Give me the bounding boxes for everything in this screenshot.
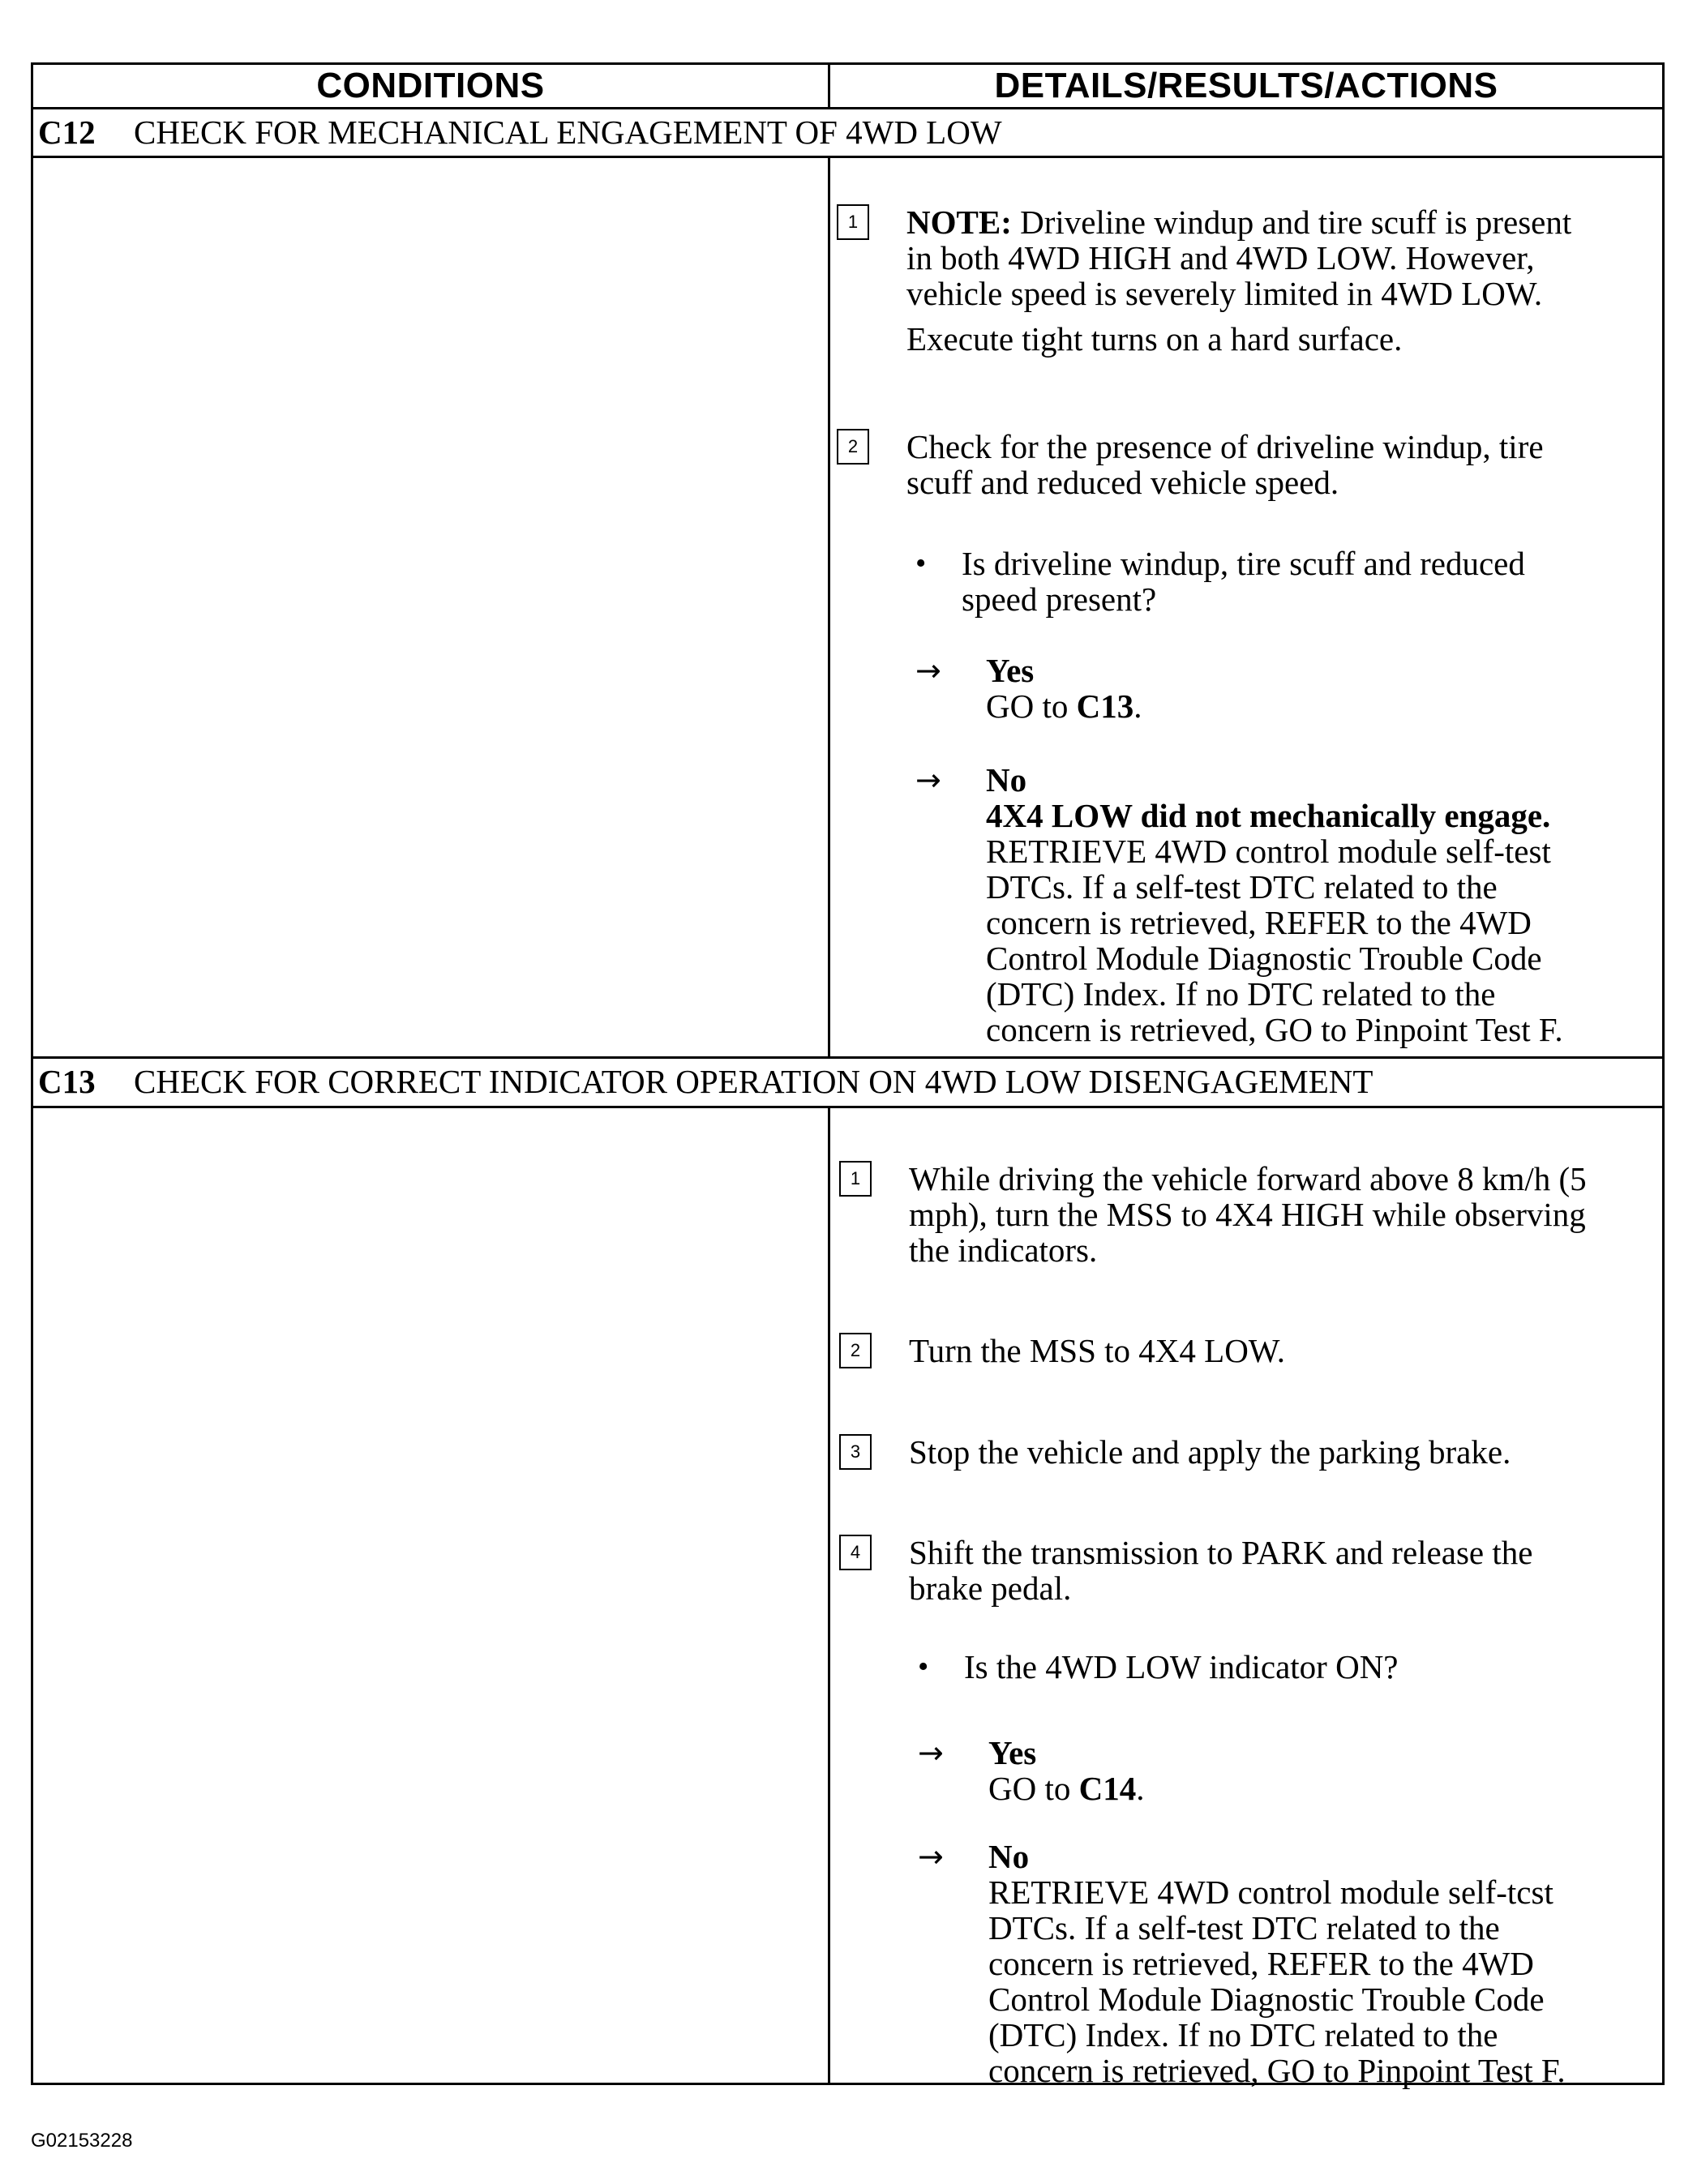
c12-step1-note [906, 204, 1661, 357]
arrow-right-icon: → [918, 1839, 944, 1874]
bullet-icon: • [915, 546, 927, 580]
step-number-box: 3 [839, 1434, 872, 1470]
yes-text-suffix: . [1133, 687, 1142, 725]
section-code-c12: C12 [38, 113, 96, 151]
c13-yes-result [988, 1735, 1661, 1806]
c13-step2-text: Turn the MSS to 4X4 LOW. [909, 1332, 1285, 1369]
no-line: Control Module Diagnostic Trouble Code [986, 940, 1542, 977]
column-divider-c12 [828, 156, 830, 1056]
arrow-right-icon: → [915, 762, 941, 798]
step-line: Check for the presence of driveline windup, tire [906, 428, 1544, 465]
c13-question: Is the 4WD LOW indicator ON? [964, 1648, 1399, 1685]
step-number-box: 4 [839, 1535, 872, 1570]
no-line: (DTC) Index. If no DTC related to the [988, 2016, 1498, 2053]
section-heading-c13 [33, 1059, 1662, 1103]
conditions-column-header: CONDITIONS [316, 66, 545, 105]
step-line: the indicators. [909, 1231, 1098, 1269]
c13-heading-divider [33, 1106, 1662, 1108]
no-line: concern is retrieved, REFER to the 4WD [988, 1945, 1534, 1982]
c13-step3-text: Stop the vehicle and apply the parking brake. [909, 1433, 1511, 1471]
step-line: While driving the vehicle forward above 8 km/h (5 [909, 1160, 1587, 1197]
figure-id: G02153228 [31, 2130, 133, 2152]
section-heading-c12 [33, 109, 1662, 153]
no-line: 4X4 LOW did not mechanically engage. [986, 797, 1551, 834]
c12-step1-action: Execute tight turns on a hard surface. [906, 320, 1403, 358]
no-line: RETRIEVE 4WD control module self-tcst [988, 1874, 1553, 1911]
note-line: in both 4WD HIGH and 4WD LOW. However, [906, 239, 1535, 276]
c12-heading-divider [33, 156, 1662, 158]
c13-no-result [988, 1839, 1661, 2088]
yes-label: Yes [986, 652, 1035, 689]
step-line: mph), turn the MSS to 4X4 HIGH while observing [909, 1196, 1586, 1233]
note-line: vehicle speed is severely limited in 4WD LOW. [906, 275, 1543, 312]
step-line: brake pedal. [909, 1569, 1072, 1607]
question-line: Is driveline windup, tire scuff and reduced [962, 545, 1525, 582]
section-title-c13: CHECK FOR CORRECT INDICATOR OPERATION ON 4WD LOW DISENGAGEMENT [134, 1063, 1373, 1100]
no-line: (DTC) Index. If no DTC related to the [986, 975, 1496, 1013]
diagnostic-table [31, 62, 1665, 2089]
step-number-box: 2 [837, 429, 869, 465]
yes-target-ref: C13 [1076, 687, 1134, 725]
yes-text-suffix: . [1136, 1770, 1145, 1807]
step-number-box: 1 [837, 204, 869, 240]
bullet-icon: • [918, 1650, 929, 1684]
c13-step4-text [909, 1535, 1663, 1606]
note-line: Driveline windup and tire scuff is present [1020, 203, 1572, 241]
no-label: No [988, 1838, 1030, 1875]
step-number-box: 1 [839, 1161, 872, 1197]
yes-target-ref: C14 [1078, 1770, 1137, 1807]
no-line: DTCs. If a self-test DTC related to the [988, 1909, 1500, 1946]
note-label: NOTE: [906, 203, 1012, 241]
step-number-box: 2 [839, 1333, 872, 1368]
section-code-c13: C13 [38, 1063, 96, 1100]
arrow-right-icon: → [915, 653, 941, 688]
column-divider-header [828, 65, 830, 109]
arrow-right-icon: → [918, 1735, 944, 1771]
step-line: scuff and reduced vehicle speed. [906, 464, 1339, 501]
no-line: Control Module Diagnostic Trouble Code [988, 1981, 1545, 2018]
c12-no-result [986, 762, 1659, 1047]
yes-text: GO to [986, 687, 1077, 725]
column-divider-c13 [828, 1106, 830, 2085]
yes-text: GO to [988, 1770, 1079, 1807]
no-line: concern is retrieved, GO to Pinpoint Test F. [988, 2052, 1566, 2089]
no-line: concern is retrieved, GO to Pinpoint Test F. [986, 1011, 1563, 1048]
c12-step2-text [906, 429, 1661, 500]
no-line: DTCs. If a self-test DTC related to the [986, 868, 1498, 906]
question-line: speed present? [962, 580, 1157, 618]
step-line: Shift the transmission to PARK and release the [909, 1534, 1533, 1571]
yes-label: Yes [988, 1734, 1037, 1771]
c12-yes-result [986, 653, 1659, 724]
c13-step1-text [909, 1161, 1663, 1268]
no-label: No [986, 761, 1027, 799]
no-line: concern is retrieved, REFER to the 4WD [986, 904, 1532, 941]
details-column-header: DETAILS/RESULTS/ACTIONS [994, 66, 1498, 105]
c12-question [962, 546, 1659, 617]
section-title-c12: CHECK FOR MECHANICAL ENGAGEMENT OF 4WD LOW [134, 113, 1002, 151]
no-line: RETRIEVE 4WD control module self-test [986, 833, 1551, 870]
